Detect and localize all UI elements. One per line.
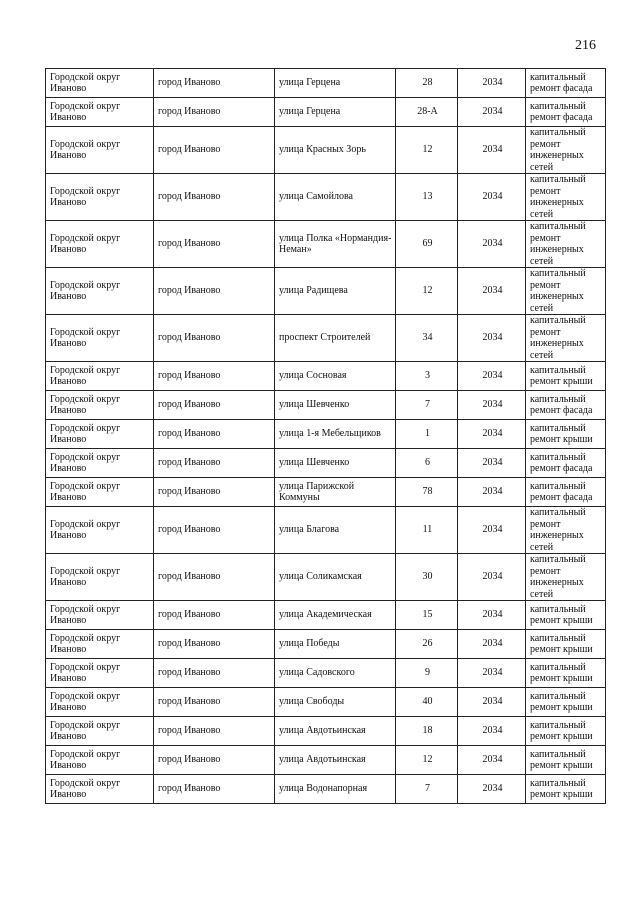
district-cell: Городской округ Иваново bbox=[46, 98, 154, 127]
city-cell: город Иваново bbox=[154, 554, 275, 601]
year-cell: 2034 bbox=[458, 127, 526, 174]
housing-repair-table bbox=[45, 68, 606, 804]
city-cell: город Иваново bbox=[154, 174, 275, 221]
street-cell: улица Парижской Коммуны bbox=[275, 478, 396, 507]
street-cell: улица Шевченко bbox=[275, 449, 396, 478]
work-type-cell: капитальный ремонт крыши bbox=[526, 659, 606, 688]
work-type-cell: капитальный ремонт инженерных сетей bbox=[526, 315, 606, 362]
street-cell: улица Благова bbox=[275, 507, 396, 554]
street-cell: улица Академическая bbox=[275, 601, 396, 630]
district-cell: Городской округ Иваново bbox=[46, 315, 154, 362]
house-number-cell: 1 bbox=[396, 420, 458, 449]
street-cell: улица Герцена bbox=[275, 69, 396, 98]
work-type-cell: капитальный ремонт крыши bbox=[526, 420, 606, 449]
table-row bbox=[46, 630, 606, 659]
street-cell: улица Полка «Нормандия-Неман» bbox=[275, 221, 396, 268]
district-cell: Городской округ Иваново bbox=[46, 127, 154, 174]
work-type-cell: капитальный ремонт инженерных сетей bbox=[526, 174, 606, 221]
house-number-cell: 12 bbox=[396, 268, 458, 315]
work-type-cell: капитальный ремонт крыши bbox=[526, 746, 606, 775]
year-cell: 2034 bbox=[458, 601, 526, 630]
table-row bbox=[46, 127, 606, 174]
table-row bbox=[46, 554, 606, 601]
page-number: 216 bbox=[575, 38, 596, 53]
year-cell: 2034 bbox=[458, 554, 526, 601]
year-cell: 2034 bbox=[458, 391, 526, 420]
district-cell: Городской округ Иваново bbox=[46, 630, 154, 659]
street-cell: улица Соликамская bbox=[275, 554, 396, 601]
table-row bbox=[46, 221, 606, 268]
work-type-cell: капитальный ремонт крыши bbox=[526, 717, 606, 746]
district-cell: Городской округ Иваново bbox=[46, 391, 154, 420]
year-cell: 2034 bbox=[458, 362, 526, 391]
table-row bbox=[46, 420, 606, 449]
table-row bbox=[46, 775, 606, 804]
street-cell: улица Авдотьинская bbox=[275, 717, 396, 746]
year-cell: 2034 bbox=[458, 507, 526, 554]
house-number-cell: 3 bbox=[396, 362, 458, 391]
city-cell: город Иваново bbox=[154, 449, 275, 478]
city-cell: город Иваново bbox=[154, 688, 275, 717]
work-type-cell: капитальный ремонт инженерных сетей bbox=[526, 221, 606, 268]
street-cell: проспект Строителей bbox=[275, 315, 396, 362]
house-number-cell: 15 bbox=[396, 601, 458, 630]
district-cell: Городской округ Иваново bbox=[46, 449, 154, 478]
house-number-cell: 26 bbox=[396, 630, 458, 659]
table-row bbox=[46, 659, 606, 688]
street-cell: улица Радищева bbox=[275, 268, 396, 315]
house-number-cell: 11 bbox=[396, 507, 458, 554]
district-cell: Городской округ Иваново bbox=[46, 420, 154, 449]
year-cell: 2034 bbox=[458, 315, 526, 362]
city-cell: город Иваново bbox=[154, 221, 275, 268]
street-cell: улица Шевченко bbox=[275, 391, 396, 420]
work-type-cell: капитальный ремонт фасада bbox=[526, 98, 606, 127]
year-cell: 2034 bbox=[458, 221, 526, 268]
work-type-cell: капитальный ремонт инженерных сетей bbox=[526, 554, 606, 601]
work-type-cell: капитальный ремонт крыши bbox=[526, 688, 606, 717]
district-cell: Городской округ Иваново bbox=[46, 601, 154, 630]
district-cell: Городской округ Иваново bbox=[46, 775, 154, 804]
house-number-cell: 18 bbox=[396, 717, 458, 746]
district-cell: Городской округ Иваново bbox=[46, 717, 154, 746]
table-row bbox=[46, 315, 606, 362]
house-number-cell: 12 bbox=[396, 746, 458, 775]
table-row bbox=[46, 362, 606, 391]
house-number-cell: 28-А bbox=[396, 98, 458, 127]
year-cell: 2034 bbox=[458, 268, 526, 315]
street-cell: улица Красных Зорь bbox=[275, 127, 396, 174]
city-cell: город Иваново bbox=[154, 659, 275, 688]
street-cell: улица 1-я Мебельщиков bbox=[275, 420, 396, 449]
city-cell: город Иваново bbox=[154, 69, 275, 98]
house-number-cell: 12 bbox=[396, 127, 458, 174]
year-cell: 2034 bbox=[458, 174, 526, 221]
street-cell: улица Самойлова bbox=[275, 174, 396, 221]
city-cell: город Иваново bbox=[154, 630, 275, 659]
house-number-cell: 9 bbox=[396, 659, 458, 688]
table-row bbox=[46, 717, 606, 746]
district-cell: Городской округ Иваново bbox=[46, 554, 154, 601]
table-row bbox=[46, 391, 606, 420]
table-row bbox=[46, 174, 606, 221]
year-cell: 2034 bbox=[458, 659, 526, 688]
year-cell: 2034 bbox=[458, 98, 526, 127]
table-row bbox=[46, 601, 606, 630]
city-cell: город Иваново bbox=[154, 98, 275, 127]
street-cell: улица Садовского bbox=[275, 659, 396, 688]
district-cell: Городской округ Иваново bbox=[46, 746, 154, 775]
city-cell: город Иваново bbox=[154, 315, 275, 362]
street-cell: улица Герцена bbox=[275, 98, 396, 127]
table-row bbox=[46, 688, 606, 717]
year-cell: 2034 bbox=[458, 717, 526, 746]
city-cell: город Иваново bbox=[154, 746, 275, 775]
year-cell: 2034 bbox=[458, 775, 526, 804]
table-row bbox=[46, 98, 606, 127]
work-type-cell: капитальный ремонт фасада bbox=[526, 449, 606, 478]
year-cell: 2034 bbox=[458, 478, 526, 507]
year-cell: 2034 bbox=[458, 449, 526, 478]
table-row bbox=[46, 449, 606, 478]
table-row bbox=[46, 507, 606, 554]
district-cell: Городской округ Иваново bbox=[46, 268, 154, 315]
table-row bbox=[46, 69, 606, 98]
house-number-cell: 30 bbox=[396, 554, 458, 601]
year-cell: 2034 bbox=[458, 420, 526, 449]
house-number-cell: 34 bbox=[396, 315, 458, 362]
district-cell: Городской округ Иваново bbox=[46, 174, 154, 221]
city-cell: город Иваново bbox=[154, 420, 275, 449]
work-type-cell: капитальный ремонт инженерных сетей bbox=[526, 507, 606, 554]
table-row bbox=[46, 268, 606, 315]
street-cell: улица Авдотьинская bbox=[275, 746, 396, 775]
city-cell: город Иваново bbox=[154, 268, 275, 315]
work-type-cell: капитальный ремонт крыши bbox=[526, 630, 606, 659]
table-row bbox=[46, 746, 606, 775]
district-cell: Городской округ Иваново bbox=[46, 659, 154, 688]
table-row bbox=[46, 478, 606, 507]
city-cell: город Иваново bbox=[154, 391, 275, 420]
city-cell: город Иваново bbox=[154, 507, 275, 554]
year-cell: 2034 bbox=[458, 746, 526, 775]
city-cell: город Иваново bbox=[154, 601, 275, 630]
work-type-cell: капитальный ремонт фасада bbox=[526, 69, 606, 98]
work-type-cell: капитальный ремонт крыши bbox=[526, 601, 606, 630]
house-number-cell: 13 bbox=[396, 174, 458, 221]
work-type-cell: капитальный ремонт крыши bbox=[526, 775, 606, 804]
house-number-cell: 6 bbox=[396, 449, 458, 478]
table-body bbox=[46, 69, 606, 804]
work-type-cell: капитальный ремонт инженерных сетей bbox=[526, 268, 606, 315]
city-cell: город Иваново bbox=[154, 478, 275, 507]
street-cell: улица Сосновая bbox=[275, 362, 396, 391]
work-type-cell: капитальный ремонт крыши bbox=[526, 362, 606, 391]
house-number-cell: 69 bbox=[396, 221, 458, 268]
house-number-cell: 78 bbox=[396, 478, 458, 507]
work-type-cell: капитальный ремонт фасада bbox=[526, 391, 606, 420]
year-cell: 2034 bbox=[458, 630, 526, 659]
street-cell: улица Победы bbox=[275, 630, 396, 659]
district-cell: Городской округ Иваново bbox=[46, 478, 154, 507]
city-cell: город Иваново bbox=[154, 775, 275, 804]
district-cell: Городской округ Иваново bbox=[46, 69, 154, 98]
work-type-cell: капитальный ремонт инженерных сетей bbox=[526, 127, 606, 174]
district-cell: Городской округ Иваново bbox=[46, 688, 154, 717]
street-cell: улица Водонапорная bbox=[275, 775, 396, 804]
street-cell: улица Свободы bbox=[275, 688, 396, 717]
year-cell: 2034 bbox=[458, 69, 526, 98]
district-cell: Городской округ Иваново bbox=[46, 221, 154, 268]
district-cell: Городской округ Иваново bbox=[46, 507, 154, 554]
city-cell: город Иваново bbox=[154, 717, 275, 746]
district-cell: Городской округ Иваново bbox=[46, 362, 154, 391]
house-number-cell: 7 bbox=[396, 391, 458, 420]
house-number-cell: 40 bbox=[396, 688, 458, 717]
city-cell: город Иваново bbox=[154, 362, 275, 391]
house-number-cell: 28 bbox=[396, 69, 458, 98]
work-type-cell: капитальный ремонт фасада bbox=[526, 478, 606, 507]
city-cell: город Иваново bbox=[154, 127, 275, 174]
house-number-cell: 7 bbox=[396, 775, 458, 804]
year-cell: 2034 bbox=[458, 688, 526, 717]
